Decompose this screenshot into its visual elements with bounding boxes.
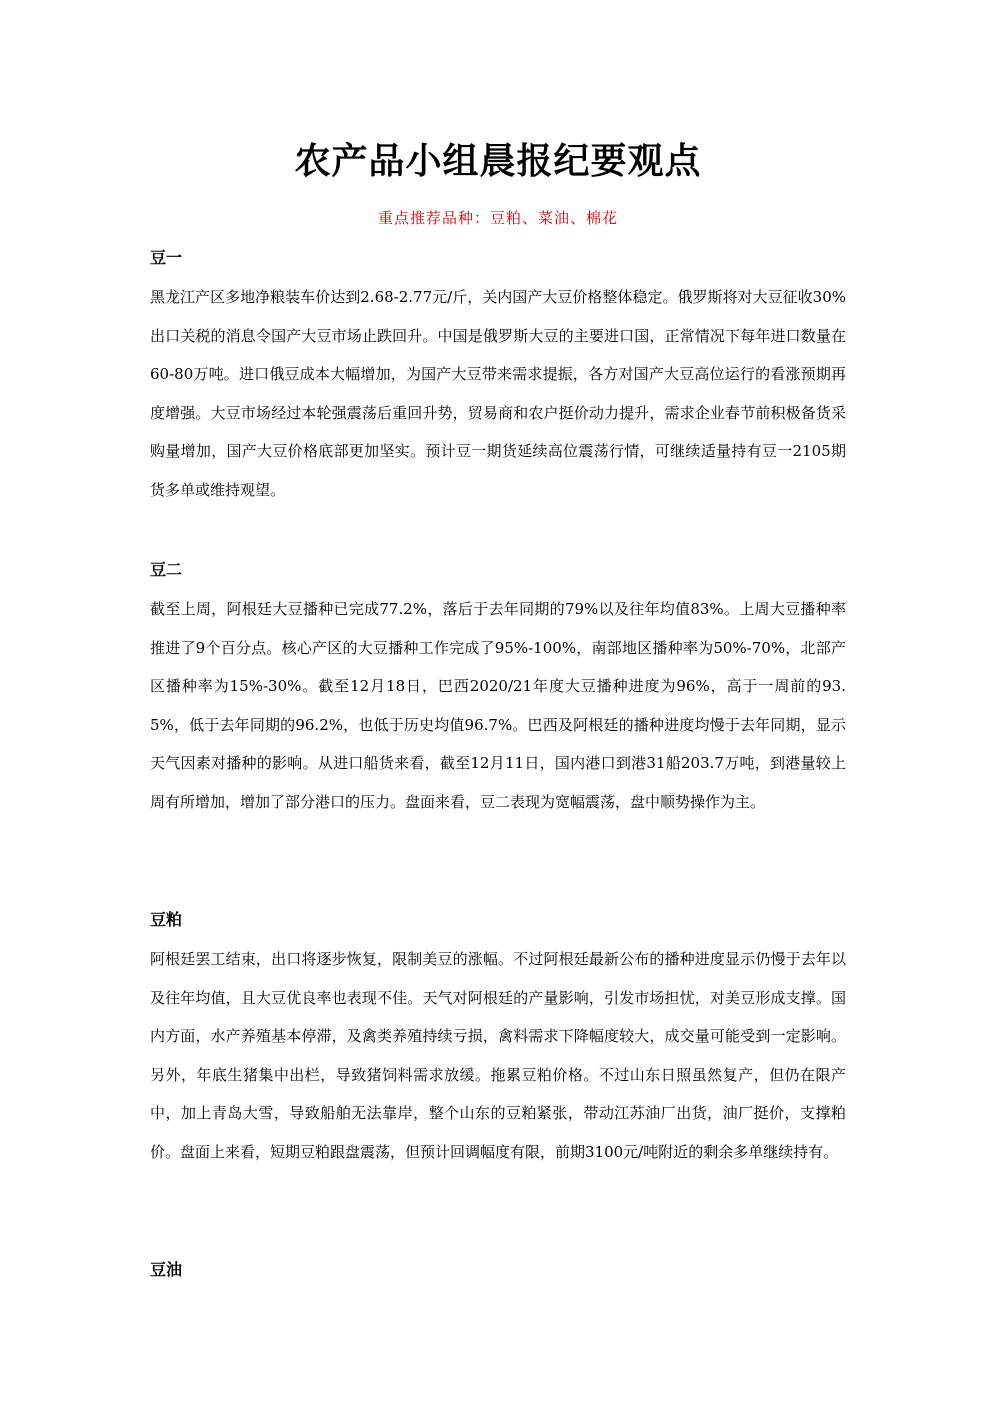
section-soybean-2	[150, 558, 846, 822]
section-soybean-meal	[150, 908, 846, 1172]
recommended-varieties: 重点推荐品种：豆粕、菜油、棉花	[377, 209, 618, 227]
section-heading: 豆二	[150, 560, 183, 579]
section-soybean-1	[150, 246, 846, 510]
page-title: 农产品小组晨报纪要观点	[294, 141, 702, 182]
section-body: 截至上周，阿根廷大豆播种已完成77.2%，落后于去年同期的79%以及往年均值83%。上周大豆播种率推进了9个百分点。核心产区的大豆播种工作完成了95%-100%，南部地区播种率为50%-70%，北部产区播种率为15%-30%。截至12月18日，巴西2020/21年度大豆播种进度为96%，高于一周前的93.5%，低于去年同期的96.2%，也低于历史均值96.7%。巴西及阿根廷的播种进度均慢于去年同期，显示天气因素对播种的影响。从进口船货来看，截至12月11日，国内港口到港31船203.7万吨，到港量较上周有所增加，增加了部分港口的压力。盘面来看，豆二表现为宽幅震荡，盘中顺势操作为主。	[150, 600, 846, 811]
section-soybean-oil	[150, 1258, 846, 1290]
section-heading: 豆油	[150, 1260, 183, 1279]
section-body: 阿根廷罢工结束，出口将逐步恢复，限制美豆的涨幅。不过阿根廷最新公布的播种进度显示仍慢于去年以及往年均值，且大豆优良率也表现不佳。天气对阿根廷的产量影响，引发市场担忧，对美豆形成支撑。国内方面，水产养殖基本停滞，及禽类养殖持续亏损，禽料需求下降幅度较大，成交量可能受到一定影响。另外，年底生猪集中出栏，导致猪饲料需求放缓。拖累豆粕价格。不过山东日照虽然复产，但仍在限产中，加上青岛大雪，导致船舶无法靠岸，整个山东的豆粕紧张，带动江苏油厂出货，油厂挺价，支撑粕价。盘面上来看，短期豆粕跟盘震荡，但预计回调幅度有限，前期3100元/吨附近的剩余多单继续持有。	[150, 950, 846, 1161]
section-body: 黑龙江产区多地净粮装车价达到2.68-2.77元/斤，关内国产大豆价格整体稳定。俄罗斯将对大豆征收30%出口关税的消息令国产大豆市场止跌回升。中国是俄罗斯大豆的主要进口国，正常情况下每年进口数量在60-80万吨。进口俄豆成本大幅增加，为国产大豆带来需求提振，各方对国产大豆高位运行的看涨预期再度增强。大豆市场经过本轮强震荡后重回升势，贸易商和农户挺价动力提升，需求企业春节前积极备货采购量增加，国产大豆价格底部更加坚实。预计豆一期货延续高位震荡行情，可继续适量持有豆一2105期货多单或维持观望。	[150, 288, 846, 499]
section-heading: 豆一	[150, 248, 183, 267]
section-heading: 豆粕	[150, 910, 183, 929]
